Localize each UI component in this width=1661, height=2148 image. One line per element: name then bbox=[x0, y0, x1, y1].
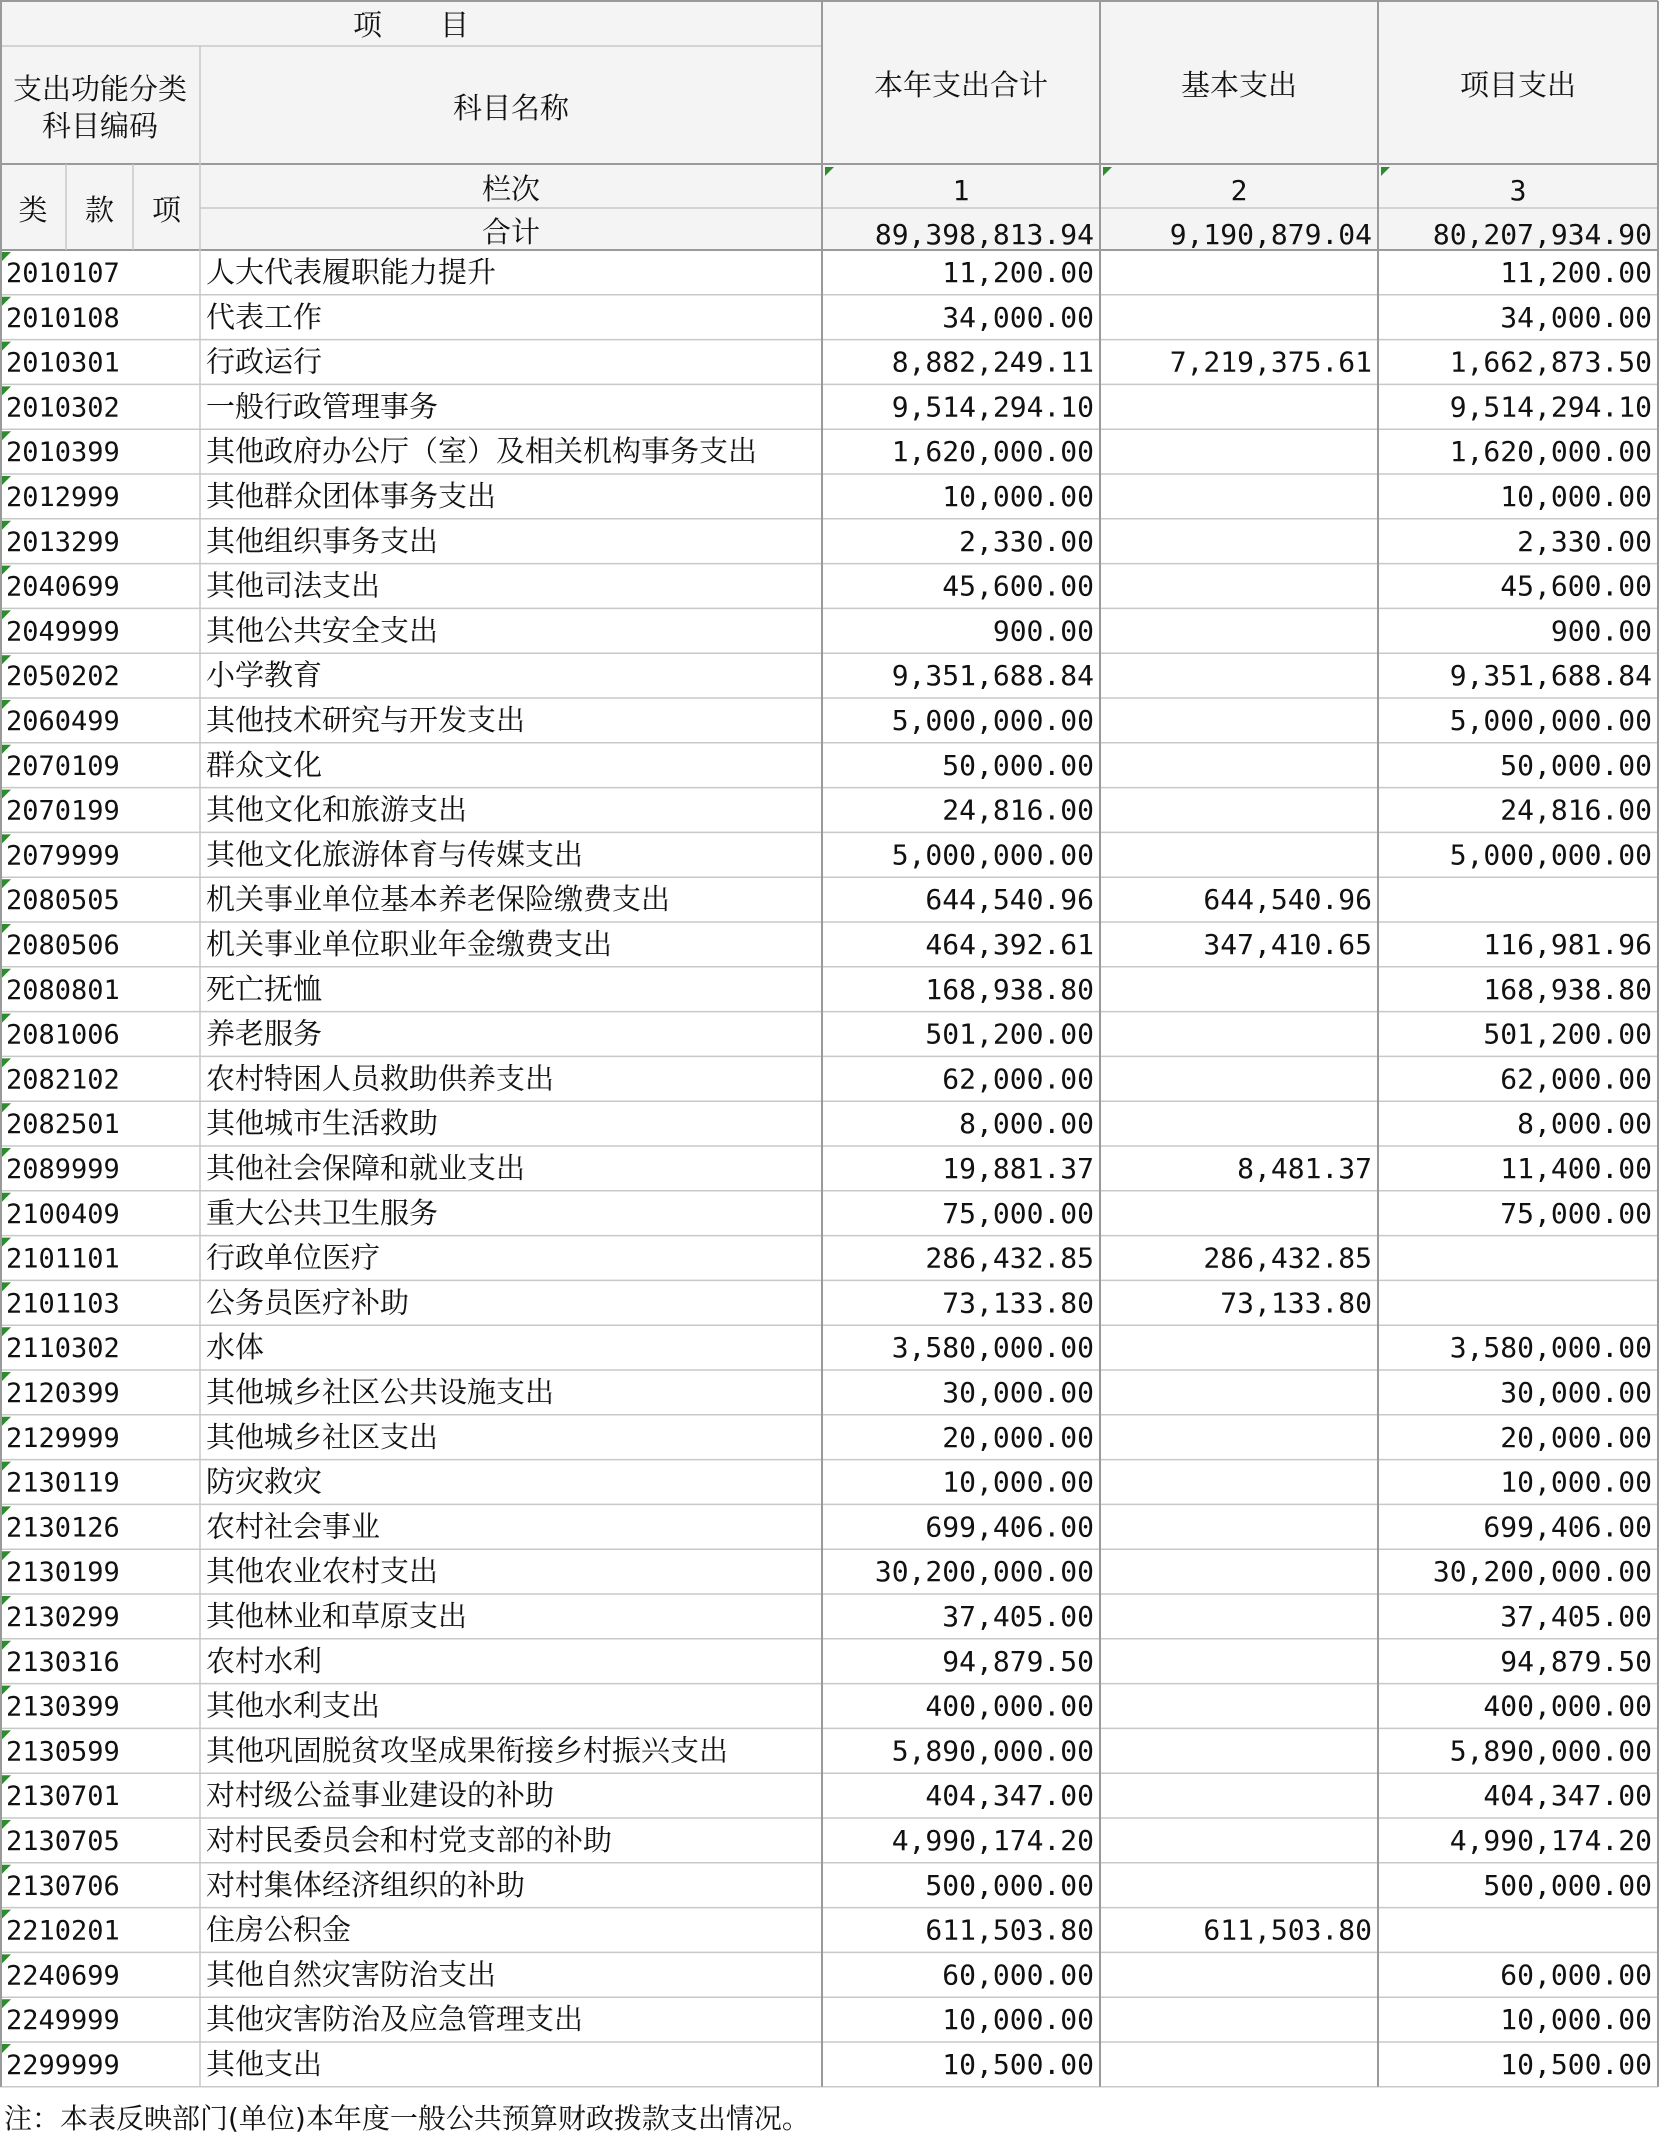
row-total: 501,200.00 bbox=[925, 1017, 1094, 1051]
row-project: 2,330.00 bbox=[1517, 524, 1652, 558]
row-total: 286,432.85 bbox=[925, 1241, 1094, 1275]
row-total: 5,000,000.00 bbox=[891, 838, 1094, 872]
row-name: 其他农业农村支出 bbox=[206, 1554, 439, 1589]
row-project: 62,000.00 bbox=[1500, 1062, 1652, 1096]
row-name: 机关事业单位职业年金缴费支出 bbox=[206, 927, 613, 961]
row-name: 其他司法支出 bbox=[206, 568, 381, 603]
row-total: 1,620,000.00 bbox=[891, 435, 1094, 469]
row-total: 10,500.00 bbox=[942, 2048, 1094, 2081]
row-name: 其他自然灾害防治支出 bbox=[206, 1957, 497, 1992]
row-total: 400,000.00 bbox=[925, 1689, 1094, 1723]
row-code: 2120399 bbox=[6, 1378, 120, 1409]
row-code: 2082501 bbox=[6, 1109, 120, 1141]
row-project: 9,351,688.84 bbox=[1449, 659, 1652, 693]
row-total: 2,330.00 bbox=[959, 524, 1094, 558]
row-total: 10,000.00 bbox=[942, 1465, 1094, 1499]
row-name: 其他群众团体事务支出 bbox=[206, 479, 497, 513]
row-project: 10,000.00 bbox=[1500, 2003, 1652, 2037]
row-total: 168,938.80 bbox=[925, 972, 1094, 1006]
row-name: 行政单位医疗 bbox=[206, 1240, 381, 1275]
header-col-basic: 基本支出 bbox=[1180, 68, 1298, 102]
row-total: 404,347.00 bbox=[925, 1779, 1094, 1813]
row-code: 2130599 bbox=[6, 1736, 120, 1768]
row-code: 2010301 bbox=[6, 347, 120, 379]
row-basic: 611,503.80 bbox=[1203, 1913, 1372, 1947]
row-code: 2010399 bbox=[6, 437, 120, 469]
row-code: 2082102 bbox=[6, 1064, 120, 1096]
row-code: 2080506 bbox=[6, 930, 120, 961]
row-total: 34,000.00 bbox=[942, 300, 1094, 334]
row-code: 2130199 bbox=[6, 1557, 120, 1589]
row-project: 1,662,873.50 bbox=[1449, 345, 1652, 379]
row-code: 2100409 bbox=[6, 1198, 120, 1230]
row-project: 11,400.00 bbox=[1500, 1152, 1652, 1185]
row-code: 2101101 bbox=[6, 1243, 120, 1275]
row-name: 人大代表履职能力提升 bbox=[206, 255, 497, 289]
row-total: 8,882,249.11 bbox=[891, 345, 1094, 379]
row-name: 其他公共安全支出 bbox=[206, 613, 439, 648]
row-code: 2130705 bbox=[6, 1826, 120, 1857]
row-name: 一般行政管理事务 bbox=[206, 389, 439, 424]
row-project: 9,514,294.10 bbox=[1449, 390, 1652, 424]
row-total: 500,000.00 bbox=[925, 1868, 1094, 1902]
header-col-total: 本年支出合计 bbox=[873, 68, 1049, 102]
row-total: 62,000.00 bbox=[942, 1062, 1094, 1096]
row-project: 5,000,000.00 bbox=[1449, 704, 1652, 737]
row-code: 2130399 bbox=[6, 1691, 120, 1723]
row-name: 对村级公益事业建设的补助 bbox=[206, 1778, 555, 1813]
row-project: 168,938.80 bbox=[1483, 972, 1652, 1006]
row-code: 2010108 bbox=[6, 302, 120, 334]
row-project: 11,200.00 bbox=[1500, 256, 1652, 289]
row-basic: 73,133.80 bbox=[1220, 1286, 1372, 1320]
row-code: 2049999 bbox=[6, 616, 120, 648]
row-code: 2101103 bbox=[6, 1288, 120, 1320]
total-label: 合计 bbox=[481, 215, 541, 249]
header-name-caption: 科目名称 bbox=[452, 91, 570, 125]
row-name: 其他文化旅游体育与传媒支出 bbox=[206, 837, 584, 872]
row-total: 5,890,000.00 bbox=[891, 1734, 1094, 1768]
row-code: 2010107 bbox=[6, 258, 120, 289]
row-code: 2080801 bbox=[6, 974, 120, 1006]
row-name: 水体 bbox=[206, 1330, 265, 1365]
row-total: 900.00 bbox=[992, 614, 1094, 648]
row-name: 对村民委员会和村党支部的补助 bbox=[206, 1823, 613, 1857]
footnote: 注：本表反映部门(单位)本年度一般公共预算财政拨款支出情况。 bbox=[4, 2102, 810, 2135]
row-total: 699,406.00 bbox=[925, 1510, 1094, 1544]
total-amount: 89,398,813.94 bbox=[874, 218, 1094, 251]
total-project: 80,207,934.90 bbox=[1432, 218, 1652, 251]
row-code: 2299999 bbox=[6, 2050, 120, 2081]
row-name: 公务员医疗补助 bbox=[206, 1285, 410, 1320]
header-sub-kuan: 款 bbox=[84, 193, 115, 227]
row-total: 10,000.00 bbox=[942, 480, 1094, 513]
row-code: 2079999 bbox=[6, 840, 120, 872]
row-basic: 7,219,375.61 bbox=[1169, 345, 1372, 379]
row-name: 其他政府办公厅（室）及相关机构事务支出 bbox=[206, 434, 758, 469]
row-basic: 8,481.37 bbox=[1237, 1152, 1372, 1185]
row-basic: 644,540.96 bbox=[1203, 883, 1372, 917]
row-code: 2240699 bbox=[6, 1960, 120, 1992]
row-total: 37,405.00 bbox=[942, 1600, 1094, 1633]
header-code-caption-line1: 支出功能分类 bbox=[12, 72, 188, 106]
row-total: 9,514,294.10 bbox=[891, 390, 1094, 424]
row-name: 农村社会事业 bbox=[206, 1509, 381, 1544]
header-col-index-3: 3 bbox=[1509, 174, 1527, 207]
row-name: 其他社会保障和就业支出 bbox=[206, 1151, 526, 1185]
row-code: 2070199 bbox=[6, 795, 120, 827]
row-total: 19,881.37 bbox=[942, 1152, 1094, 1185]
row-name: 对村集体经济组织的补助 bbox=[206, 1867, 526, 1902]
row-project: 5,890,000.00 bbox=[1449, 1734, 1652, 1768]
row-code: 2110302 bbox=[6, 1333, 120, 1365]
row-project: 45,600.00 bbox=[1500, 569, 1652, 603]
row-name: 养老服务 bbox=[206, 1016, 323, 1051]
row-name: 其他城乡社区支出 bbox=[206, 1419, 439, 1454]
row-name: 住房公积金 bbox=[206, 1912, 352, 1947]
row-name: 重大公共卫生服务 bbox=[206, 1195, 439, 1230]
total-basic: 9,190,879.04 bbox=[1169, 218, 1372, 251]
row-code: 2130706 bbox=[6, 1870, 120, 1902]
row-total: 24,816.00 bbox=[942, 793, 1094, 827]
row-project: 24,816.00 bbox=[1500, 793, 1652, 827]
row-basic: 286,432.85 bbox=[1203, 1241, 1372, 1275]
header-background bbox=[0, 0, 1658, 250]
row-name: 群众文化 bbox=[206, 747, 323, 782]
row-project: 10,000.00 bbox=[1500, 1465, 1652, 1499]
row-total: 10,000.00 bbox=[942, 2003, 1094, 2037]
row-code: 2012999 bbox=[6, 482, 120, 513]
row-project: 10,000.00 bbox=[1500, 480, 1652, 513]
row-project: 20,000.00 bbox=[1500, 1420, 1652, 1454]
header-sub-lei: 类 bbox=[18, 193, 48, 227]
row-total: 11,200.00 bbox=[942, 256, 1094, 289]
row-project: 37,405.00 bbox=[1500, 1600, 1652, 1633]
row-name: 行政运行 bbox=[206, 344, 323, 379]
row-project: 5,000,000.00 bbox=[1449, 838, 1652, 872]
row-total: 611,503.80 bbox=[925, 1913, 1094, 1947]
row-code: 2130316 bbox=[6, 1646, 120, 1678]
row-code: 2089999 bbox=[6, 1154, 120, 1185]
row-total: 30,200,000.00 bbox=[874, 1555, 1094, 1589]
row-code: 2050202 bbox=[6, 661, 120, 693]
row-code: 2040699 bbox=[6, 571, 120, 603]
row-total: 50,000.00 bbox=[942, 748, 1094, 782]
row-code: 2210201 bbox=[6, 1915, 120, 1947]
row-project: 8,000.00 bbox=[1517, 1107, 1652, 1141]
row-project: 501,200.00 bbox=[1483, 1017, 1652, 1051]
row-project: 30,000.00 bbox=[1500, 1376, 1652, 1409]
row-project: 900.00 bbox=[1550, 614, 1652, 648]
header-col-index-1: 1 bbox=[952, 174, 970, 207]
row-code: 2010302 bbox=[6, 392, 120, 424]
row-code: 2130701 bbox=[6, 1781, 120, 1813]
row-total: 75,000.00 bbox=[942, 1196, 1094, 1230]
row-code: 2130126 bbox=[6, 1512, 120, 1544]
row-project: 60,000.00 bbox=[1500, 1958, 1652, 1992]
row-code: 2013299 bbox=[6, 526, 120, 558]
row-project: 50,000.00 bbox=[1500, 748, 1652, 782]
row-project: 500,000.00 bbox=[1483, 1868, 1652, 1902]
row-project: 4,990,174.20 bbox=[1449, 1824, 1652, 1857]
row-project: 400,000.00 bbox=[1483, 1689, 1652, 1723]
row-total: 9,351,688.84 bbox=[891, 659, 1094, 693]
row-total: 3,580,000.00 bbox=[891, 1331, 1094, 1365]
row-name: 其他支出 bbox=[206, 2047, 323, 2081]
row-name: 农村水利 bbox=[206, 1643, 323, 1678]
header-code-caption-line2: 科目编码 bbox=[41, 109, 159, 143]
row-name: 其他文化和旅游支出 bbox=[206, 792, 468, 827]
row-total: 464,392.61 bbox=[925, 928, 1094, 961]
row-total: 20,000.00 bbox=[942, 1420, 1094, 1454]
row-total: 73,133.80 bbox=[942, 1286, 1094, 1320]
row-name: 防灾救灾 bbox=[206, 1464, 323, 1499]
row-code: 2060499 bbox=[6, 706, 120, 737]
row-code: 2080505 bbox=[6, 885, 120, 917]
header-col-index-2: 2 bbox=[1230, 174, 1248, 207]
row-name: 其他组织事务支出 bbox=[206, 523, 439, 558]
row-project: 34,000.00 bbox=[1500, 300, 1652, 334]
header-col-project: 项目支出 bbox=[1459, 68, 1577, 102]
row-code: 2249999 bbox=[6, 2005, 120, 2037]
row-code: 2070109 bbox=[6, 750, 120, 782]
row-project: 94,879.50 bbox=[1500, 1644, 1652, 1678]
row-total: 60,000.00 bbox=[942, 1958, 1094, 1992]
row-name: 其他林业和草原支出 bbox=[206, 1599, 468, 1633]
row-total: 45,600.00 bbox=[942, 569, 1094, 603]
row-name: 小学教育 bbox=[206, 658, 323, 693]
row-name: 其他灾害防治及应急管理支出 bbox=[206, 2002, 584, 2037]
header-item: 项 目 bbox=[352, 8, 470, 42]
row-name: 其他城乡社区公共设施支出 bbox=[206, 1375, 555, 1409]
row-name: 代表工作 bbox=[206, 299, 323, 334]
row-total: 644,540.96 bbox=[925, 883, 1094, 917]
row-total: 94,879.50 bbox=[942, 1644, 1094, 1678]
row-total: 30,000.00 bbox=[942, 1376, 1094, 1409]
row-name: 其他水利支出 bbox=[206, 1688, 381, 1723]
row-project: 3,580,000.00 bbox=[1449, 1331, 1652, 1365]
row-project: 699,406.00 bbox=[1483, 1510, 1652, 1544]
row-name: 其他技术研究与开发支出 bbox=[206, 703, 526, 737]
header-lanci: 栏次 bbox=[481, 172, 541, 206]
row-project: 10,500.00 bbox=[1500, 2048, 1652, 2081]
row-project: 75,000.00 bbox=[1500, 1196, 1652, 1230]
row-name: 其他巩固脱贫攻坚成果衔接乡村振兴支出 bbox=[206, 1733, 729, 1768]
row-project: 404,347.00 bbox=[1483, 1779, 1652, 1813]
row-name: 死亡抚恤 bbox=[206, 971, 323, 1006]
row-code: 2130299 bbox=[6, 1602, 120, 1633]
row-total: 4,990,174.20 bbox=[891, 1824, 1094, 1857]
header-sub-xiang: 项 bbox=[151, 193, 182, 227]
row-project: 30,200,000.00 bbox=[1432, 1555, 1652, 1589]
row-basic: 347,410.65 bbox=[1203, 928, 1372, 961]
row-name: 机关事业单位基本养老保险缴费支出 bbox=[206, 882, 671, 917]
row-name: 农村特困人员救助供养支出 bbox=[206, 1061, 555, 1096]
row-name: 其他城市生活救助 bbox=[206, 1106, 439, 1141]
row-code: 2129999 bbox=[6, 1422, 120, 1454]
row-total: 5,000,000.00 bbox=[891, 704, 1094, 737]
row-code: 2130119 bbox=[6, 1467, 120, 1499]
row-total: 8,000.00 bbox=[959, 1107, 1094, 1141]
row-code: 2081006 bbox=[6, 1019, 120, 1051]
row-project: 116,981.96 bbox=[1483, 928, 1652, 961]
row-project: 1,620,000.00 bbox=[1449, 435, 1652, 469]
